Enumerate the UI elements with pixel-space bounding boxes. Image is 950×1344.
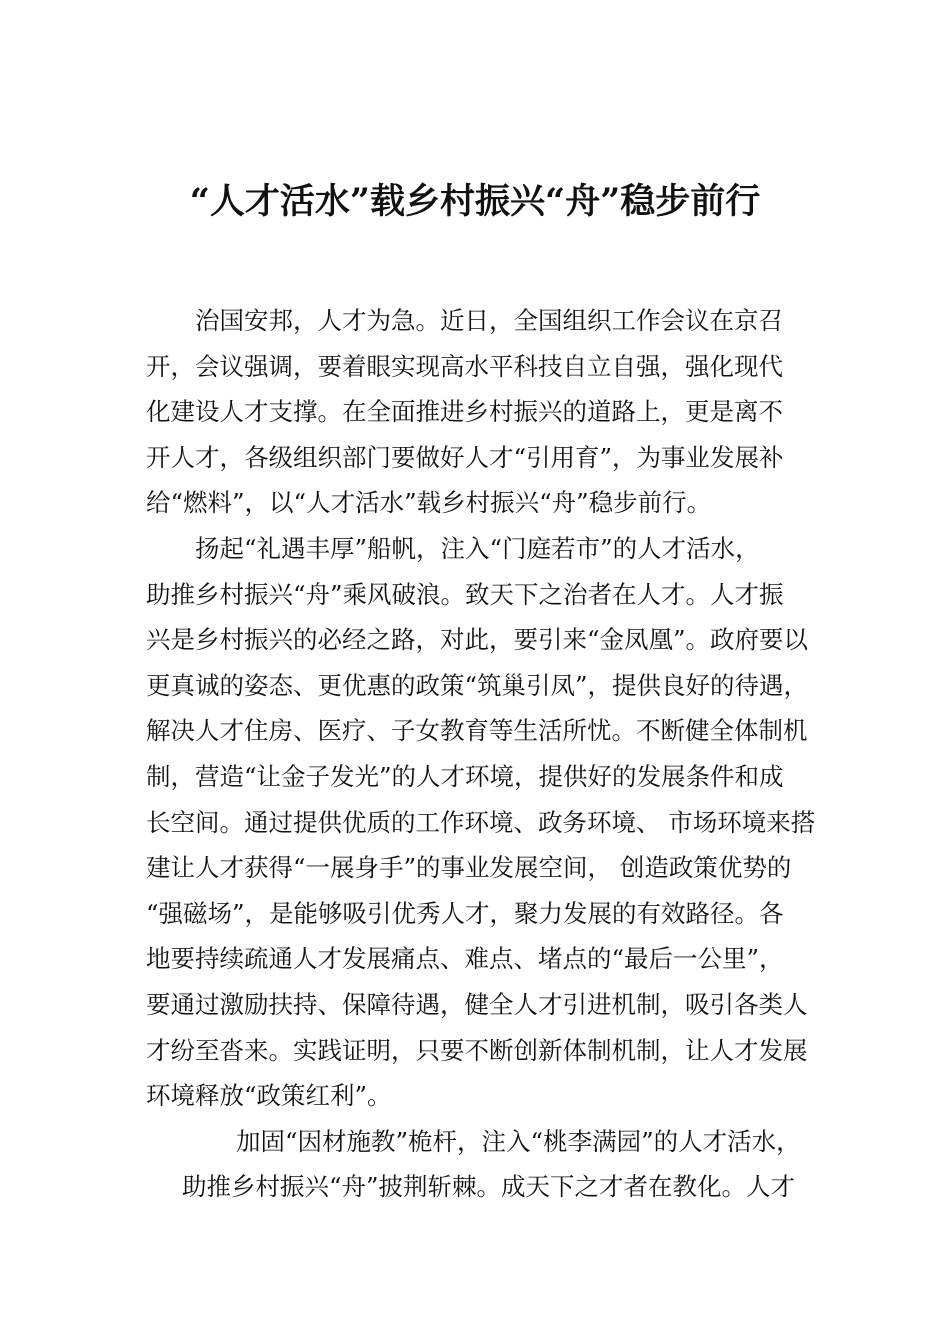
- paragraph-2-line-8: 建让人才获得“一展身手”的事业发展空间， 创造政策优势的: [146, 853, 792, 883]
- paragraph-2-line-5: 解决人才住房、医疗、子女教育等生活所忧。不断健全体制机: [146, 716, 808, 746]
- paragraph-2-line-6: 制，营造“让金子发光”的人才环境，提供好的发展条件和成: [146, 761, 784, 791]
- paragraph-1-line-4: 开人才，各级组织部门要做好人才“引用育”，为事业发展补: [146, 442, 784, 472]
- paragraph-3-line-1: 加固“因材施教”桅杆，注入“桃李满园”的人才活水，: [236, 1126, 801, 1156]
- paragraph-2-line-7: 长空间。通过提供优质的工作环境、政务环境、 市场环境来搭: [146, 807, 816, 837]
- paragraph-1-line-3: 化建设人才支撑。在全面推进乡村振兴的道路上，更是离不: [146, 397, 783, 427]
- article-title: “人才活水”载乡村振兴“舟”稳步前行: [189, 181, 761, 222]
- paragraph-2-line-1: 扬起“礼遇丰厚”船帆，注入“门庭若市”的人才活水，: [195, 533, 760, 563]
- paragraph-1-line-5: 给“燃料”，以“人才活水”载乡村振兴“舟”稳步前行。: [146, 488, 712, 518]
- paragraph-2-line-12: 才纷至沓来。实践证明，只要不断创新体制机制，让人才发展: [146, 1035, 808, 1065]
- paragraph-1-line-1: 治国安邦，人才为急。近日，全国组织工作会议在京召: [195, 306, 783, 335]
- paragraph-2-line-13: 环境释放“政策红利”。: [146, 1081, 392, 1111]
- paragraph-2-line-10: 地要持续疏通人才发展痛点、难点、堵点的“最后一公里”，: [146, 944, 784, 974]
- paragraph-1-line-2: 开，会议强调，要着眼实现高水平科技自立自强，强化现代: [146, 351, 783, 381]
- paragraph-2-line-3: 兴是乡村振兴的必经之路，对此，要引来“金凤凰”。政府要以: [146, 625, 809, 655]
- paragraph-2-line-4: 更真诚的姿态、更优惠的政策“筑巢引凤”，提供良好的待遇，: [146, 670, 809, 700]
- paragraph-3-line-2: 助推乡村振兴“舟”披荆斩棘。成天下之才者在教化。人才: [182, 1172, 796, 1202]
- paragraph-2-line-2: 助推乡村振兴“舟”乘风破浪。致天下之治者在人才。人才振: [146, 579, 784, 609]
- paragraph-2-line-11: 要通过激励扶持、保障待遇，健全人才引进机制，吸引各类人: [146, 989, 808, 1019]
- paragraph-2-line-9: “强磁场”，是能够吸引优秀人才，聚力发展的有效路径。各: [146, 898, 784, 928]
- article-body: [146, 298, 822, 1210]
